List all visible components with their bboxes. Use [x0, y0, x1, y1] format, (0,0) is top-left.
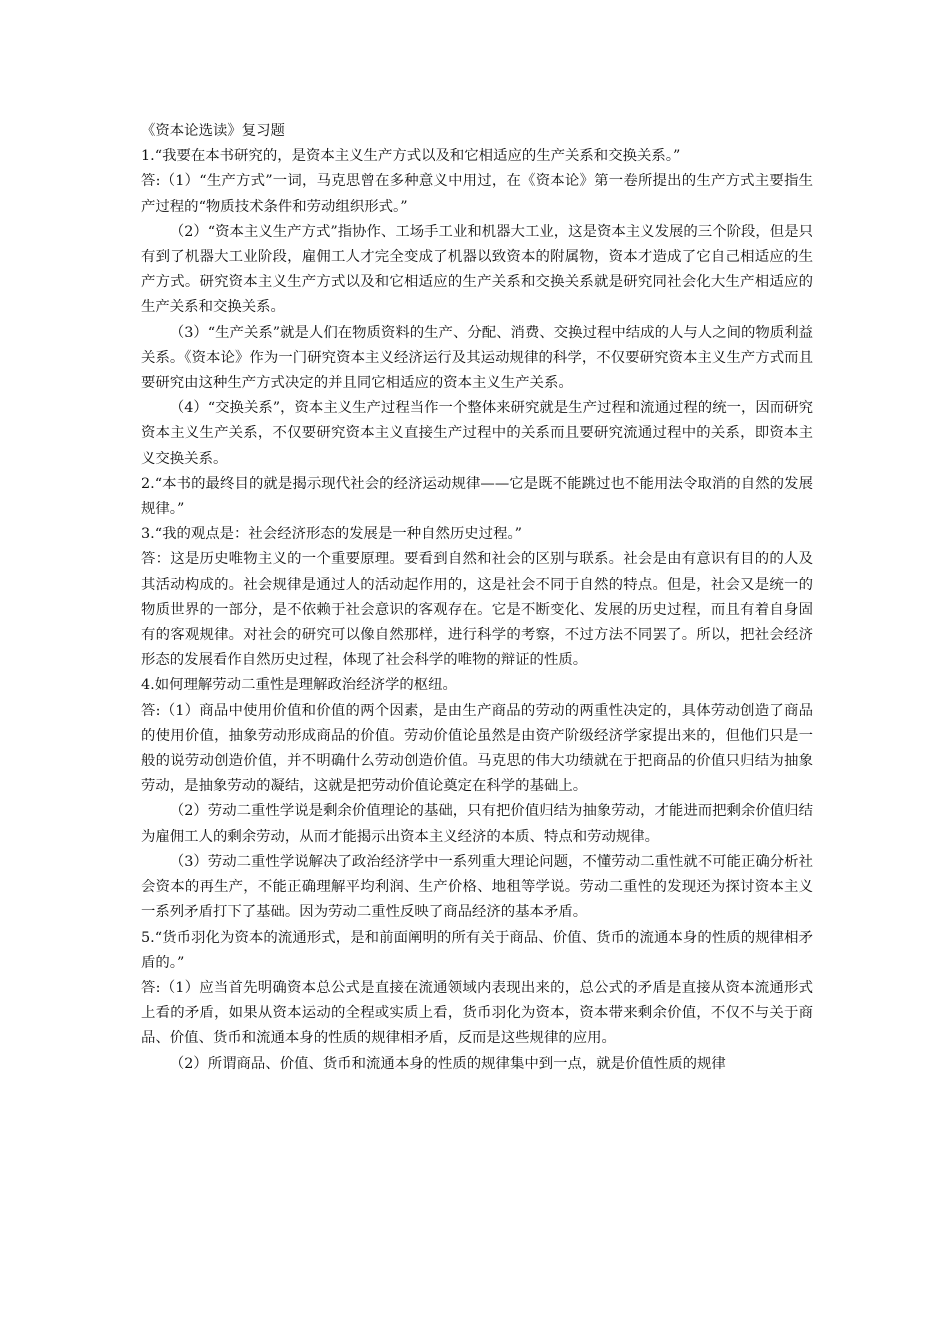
answer-4-part-3: （3）劳动二重性学说解决了政治经济学中一系列重大理论问题，不懂劳动二重性就不可能正确分析社会资本的再生产，不能正确理解平均利润、生产价格、地租等学说。劳动二重性的发现还为探讨资本主义一系列矛盾打下了基础。因为劳动二重性反映了商品经济的基本矛盾。: [141, 853, 813, 921]
question-2: 2.“本书的最终目的就是揭示现代社会的经济运动规律——它是既不能跳过也不能用法令取消的自然的发展规律。”: [141, 475, 813, 518]
document-title: 《资本论选读》复习题: [141, 123, 285, 139]
answer-3: 答：这是历史唯物主义的一个重要原理。要看到自然和社会的区别与联系。社会是由有意识有目的的人及其活动构成的。社会规律是通过人的活动起作用的，这是社会不同于自然的特点。但是，社会又是统一的物质世界的一部分，是不依赖于社会意识的客观存在。它是不断变化、发展的历史过程，而且有着自身固有的客观规律。对社会的研究可以像自然那样，进行科学的考察，不过方法不同罢了。所以，把社会经济形态的发展看作自然历史过程，体现了社会科学的唯物的辩证的性质。: [141, 551, 813, 669]
question-3: 3.“我的观点是：社会经济形态的发展是一种自然历史过程。”: [141, 526, 523, 543]
answer-4-part-2: （2）劳动二重性学说是剩余价值理论的基础，只有把价值归结为抽象劳动，才能进而把剩余价值归结为雇佣工人的剩余劳动，从而才能揭示出资本主义经济的本质、特点和劳动规律。: [141, 803, 813, 845]
answer-5-part-2: （2）所谓商品、价值、货币和流通本身的性质的规律集中到一点，就是价值性质的规律: [169, 1055, 726, 1072]
document-page: [141, 119, 813, 1077]
question-5: 5.“货币羽化为资本的流通形式，是和前面阐明的所有关于商品、价值、货币的流通本身的性质的规律相矛盾的。”: [141, 929, 813, 971]
answer-5-part-1: 答:（1）应当首先明确资本总公式是直接在流通领域内表现出来的，总公式的矛盾是直接从资本流通形式上看的矛盾，如果从资本运动的全程或实质上看，货币羽化为资本，资本带来剩余价值，不仅不与关于商品、价值、货币和流通本身的性质的规律相矛盾，反而是这些规律的应用。: [141, 979, 813, 1047]
answer-4-part-1: 答:（1）商品中使用价值和价值的两个因素，是由生产商品的劳动的两重性决定的，具体劳动创造了商品的使用价值，抽象劳动形成商品的价值。劳动价值论虽然是由资产阶级经济学家提出来的，但他们只是一般的说劳动创造价值，并不明确什么劳动创造价值。马克思的伟大功绩就在于把商品的价值只归结为抽象劳动，是抽象劳动的凝结，这就是把劳动价值论奠定在科学的基础上。: [141, 702, 813, 795]
answer-1-part-2: （2）“资本主义生产方式”指协作、工场手工业和机器大工业，这是资本主义发展的三个阶段，但是只有到了机器大工业阶段，雇佣工人才完全变成了机器以致资本的附属物，资本才造成了它自己相适应的生产方式。研究资本主义生产方式以及和它相适应的生产关系和交换关系就是研究同社会化大生产相适应的生产关系和交换关系。: [141, 223, 813, 316]
answer-1-part-4: （4）“交换关系”，资本主义生产过程当作一个整体来研究就是生产过程和流通过程的统一，因而研究资本主义生产关系，不仅要研究资本主义直接生产过程中的关系而且要研究流通过程中的关系，即资本主义交换关系。: [141, 400, 813, 467]
question-4: 4.如何理解劳动二重性是理解政治经济学的枢纽。: [141, 677, 457, 694]
answer-1-part-1: 答:（1）“生产方式”一词，马克思曾在多种意义中用过，在《资本论》第一卷所提出的生产方式主要指生产过程的“物质技术条件和劳动组织形式。”: [141, 173, 813, 215]
question-1: 1.“我要在本书研究的，是资本主义生产方式以及和它相适应的生产关系和交换关系。”: [141, 148, 681, 165]
answer-1-part-3: （3）“生产关系”就是人们在物质资料的生产、分配、消费、交换过程中结成的人与人之间的物质利益关系。《资本论》作为一门研究资本主义经济运行及其运动规律的科学，不仅要研究资本主义生产方式而且要研究由这种生产方式决定的并且同它相适应的资本主义生产关系。: [141, 324, 813, 392]
